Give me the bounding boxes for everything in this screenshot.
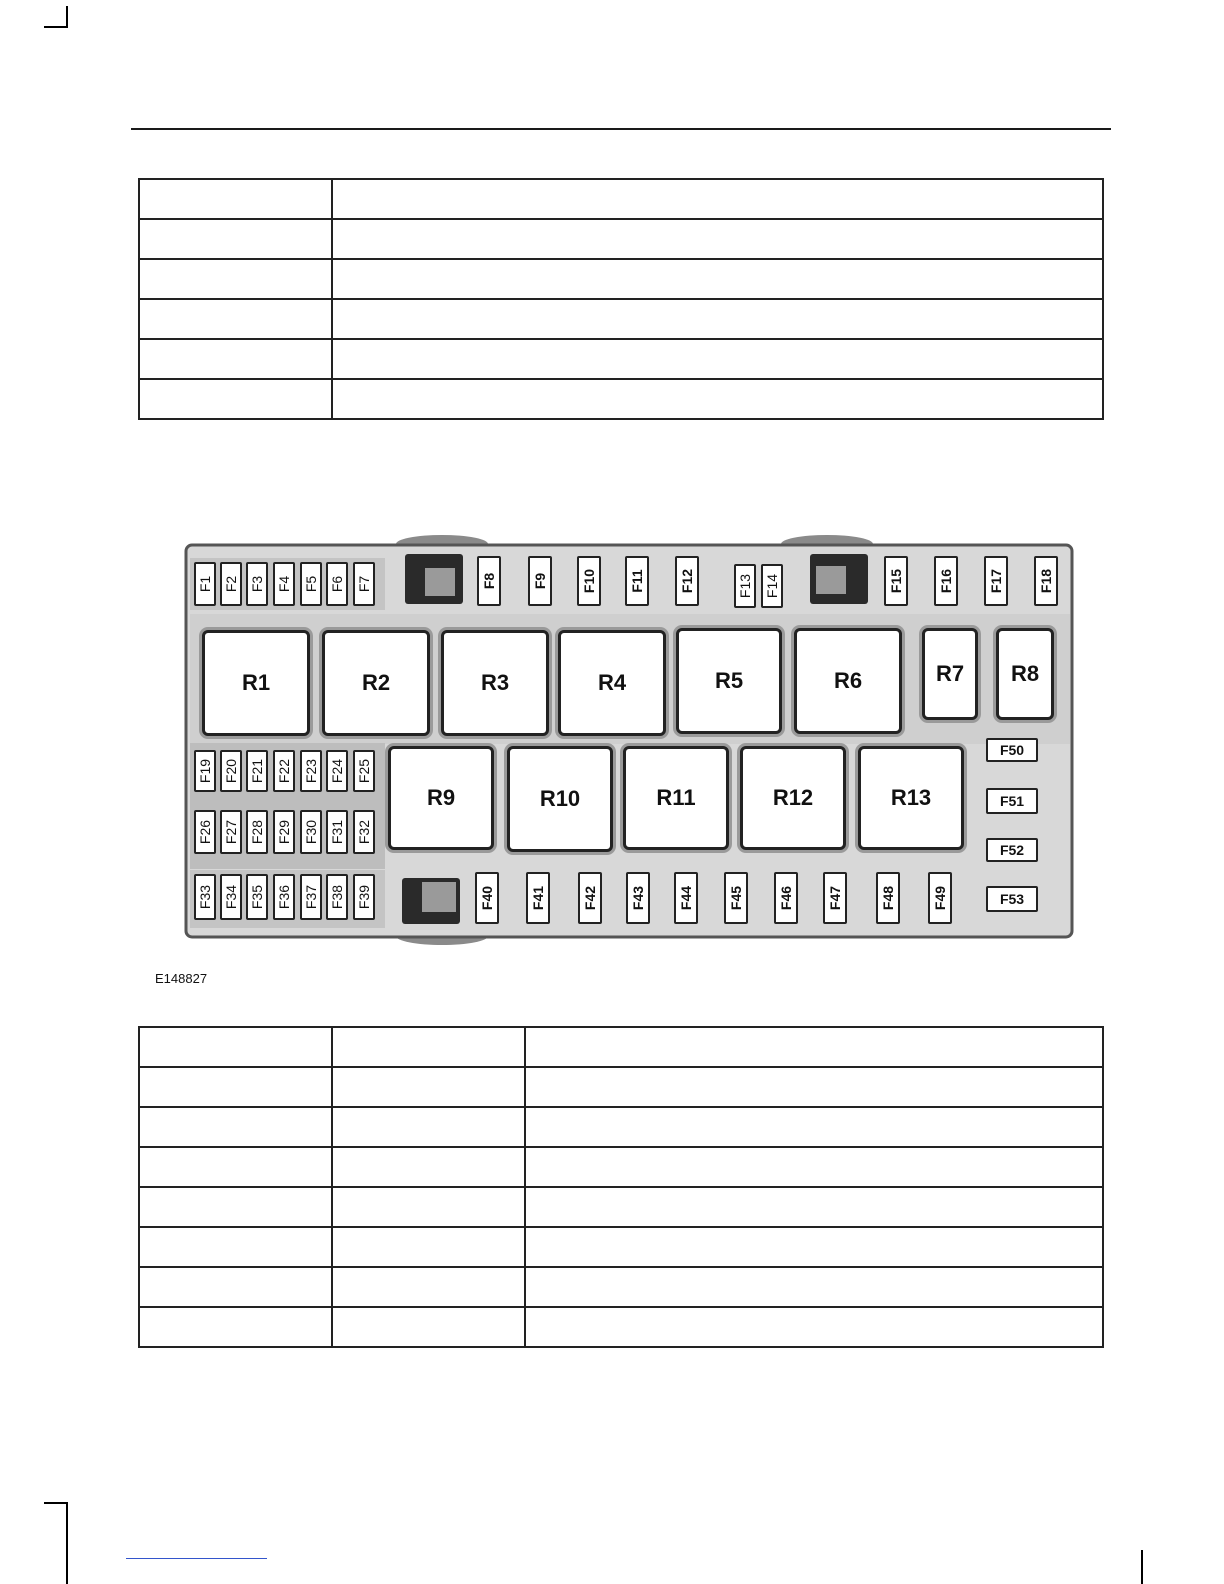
table-cell <box>525 1227 1103 1267</box>
table-cell <box>139 1027 332 1067</box>
table-row <box>139 1067 1103 1107</box>
fuse-f23 <box>300 750 322 792</box>
fuse-label: F12 <box>679 568 695 594</box>
table-cell <box>139 179 332 219</box>
footer-link-underline[interactable] <box>126 1558 267 1559</box>
fuse-label: F9 <box>532 572 548 590</box>
fuse-label: F7 <box>356 575 372 593</box>
fuse-f9 <box>528 556 552 606</box>
fuse-f39 <box>353 874 375 920</box>
relay-r11 <box>623 746 729 850</box>
fuse-f13 <box>734 564 756 608</box>
figure-id: E148827 <box>155 971 208 986</box>
fuse-label: F1 <box>197 575 213 593</box>
fuse-label: F28 <box>249 819 265 845</box>
fuse-label: F18 <box>1038 568 1054 594</box>
fuse-f2 <box>220 562 242 606</box>
table-cell <box>332 1107 525 1147</box>
crop-mark-top-left-h <box>44 26 68 28</box>
fuse-f27 <box>220 810 242 854</box>
table-row <box>139 1267 1103 1307</box>
relay-label: R10 <box>539 786 581 811</box>
fuse-f26 <box>194 810 216 854</box>
fuse-label: F17 <box>988 568 1004 594</box>
fuse-label: F2 <box>223 575 239 593</box>
fuse-f17 <box>984 556 1008 606</box>
fuse-f50 <box>986 738 1038 762</box>
fuse-f40 <box>475 872 499 924</box>
fuse-label: F48 <box>880 885 896 911</box>
relay-r7 <box>922 628 978 720</box>
fuse-f41 <box>526 872 550 924</box>
table-cell <box>139 1147 332 1187</box>
fuse-f10 <box>577 556 601 606</box>
fuse-label: F35 <box>249 884 265 910</box>
fuse-f44 <box>674 872 698 924</box>
fuse-label: F51 <box>999 793 1025 809</box>
fuse-f3 <box>246 562 268 606</box>
top-table <box>138 178 1104 420</box>
fuse-f36 <box>273 874 295 920</box>
table-row <box>139 259 1103 299</box>
fuse-label: F52 <box>999 842 1025 858</box>
table-cell <box>525 1147 1103 1187</box>
fuse-label: F4 <box>276 575 292 593</box>
fuse-label: F24 <box>329 758 345 784</box>
fuse-label: F36 <box>276 884 292 910</box>
fuse-label: F38 <box>329 884 345 910</box>
fuse-label: F40 <box>479 885 495 911</box>
table-cell <box>139 1227 332 1267</box>
table-cell <box>332 219 1103 259</box>
relay-label: R9 <box>426 785 456 810</box>
fuse-label: F29 <box>276 819 292 845</box>
fuse-label: F8 <box>481 572 497 590</box>
fuse-f24 <box>326 750 348 792</box>
table-cell <box>332 259 1103 299</box>
relay-r1 <box>202 630 310 736</box>
table-cell <box>332 1067 525 1107</box>
relay-label: R2 <box>361 670 391 695</box>
fuse-label: F37 <box>303 884 319 910</box>
relay-label: R11 <box>656 785 696 810</box>
fuse-label: F46 <box>778 885 794 911</box>
fuse-label: F5 <box>303 575 319 593</box>
fuse-f30 <box>300 810 322 854</box>
table-cell <box>525 1107 1103 1147</box>
fuse-f33 <box>194 874 216 920</box>
fuse-f7 <box>353 562 375 606</box>
relay-label: R3 <box>480 670 510 695</box>
relay-label: R4 <box>597 670 627 695</box>
fuse-label: F22 <box>276 758 292 784</box>
table-row <box>139 1307 1103 1347</box>
fuse-label: F47 <box>827 885 843 911</box>
table-cell <box>525 1267 1103 1307</box>
relay-label: R12 <box>772 785 814 810</box>
fuse-label: F13 <box>737 573 753 599</box>
fuse-f42 <box>578 872 602 924</box>
fuse-f11 <box>625 556 649 606</box>
table-cell <box>332 1267 525 1307</box>
fuse-label: F33 <box>197 884 213 910</box>
fuse-label: F32 <box>356 819 372 845</box>
fuse-f16 <box>934 556 958 606</box>
fuse-label: F15 <box>888 568 904 594</box>
table-cell <box>332 1307 525 1347</box>
fuse-f45 <box>724 872 748 924</box>
fuse-label: F45 <box>728 885 744 911</box>
table-cell <box>332 1147 525 1187</box>
relay-r8 <box>996 628 1054 720</box>
table-row <box>139 299 1103 339</box>
relay-label: R8 <box>1010 661 1040 686</box>
fuse-f32 <box>353 810 375 854</box>
fuse-f14 <box>761 564 783 608</box>
fuse-label: F41 <box>530 885 546 911</box>
relay-r13 <box>858 746 964 850</box>
fuse-label: F53 <box>999 891 1025 907</box>
relay-r2 <box>322 630 430 736</box>
crop-mark-bottom-left-h <box>44 1502 68 1504</box>
fuse-f6 <box>326 562 348 606</box>
fuse-label: F27 <box>223 819 239 845</box>
fuse-f20 <box>220 750 242 792</box>
relay-label: R5 <box>714 668 744 693</box>
fuse-label: F31 <box>329 819 345 845</box>
fuse-f49 <box>928 872 952 924</box>
table-row <box>139 379 1103 419</box>
crop-mark-top-left-v <box>66 6 68 28</box>
table-cell <box>332 1187 525 1227</box>
fuse-f38 <box>326 874 348 920</box>
relay-r3 <box>441 630 549 736</box>
relay-r10 <box>507 746 613 852</box>
relay-label: R7 <box>935 661 965 686</box>
fuse-label: F43 <box>630 885 646 911</box>
fuse-f51 <box>986 788 1038 814</box>
table-row <box>139 339 1103 379</box>
fuse-f47 <box>823 872 847 924</box>
fuse-f31 <box>326 810 348 854</box>
header-rule <box>131 128 1111 130</box>
fuse-f21 <box>246 750 268 792</box>
table-cell <box>525 1187 1103 1227</box>
crop-mark-bottom-left-v <box>66 1502 68 1584</box>
fuse-label: F6 <box>329 575 345 593</box>
table-cell <box>525 1067 1103 1107</box>
fuse-f46 <box>774 872 798 924</box>
fuse-label: F50 <box>999 742 1025 758</box>
fuse-f15 <box>884 556 908 606</box>
fuse-label: F14 <box>764 573 780 599</box>
relay-r12 <box>740 746 846 850</box>
fuse-f1 <box>194 562 216 606</box>
fuse-f4 <box>273 562 295 606</box>
fuse-label: F42 <box>582 885 598 911</box>
fuse-f19 <box>194 750 216 792</box>
fuse-f28 <box>246 810 268 854</box>
fuse-label: F3 <box>249 575 265 593</box>
table-cell <box>332 179 1103 219</box>
fuse-label: F39 <box>356 884 372 910</box>
fuse-f29 <box>273 810 295 854</box>
fuse-f25 <box>353 750 375 792</box>
table-row <box>139 1107 1103 1147</box>
fuse-f52 <box>986 838 1038 862</box>
fuse-f12 <box>675 556 699 606</box>
relay-r9 <box>388 746 494 850</box>
fuse-label: F10 <box>581 568 597 594</box>
crop-mark-bottom-right-v <box>1141 1550 1143 1584</box>
fuse-f5 <box>300 562 322 606</box>
relay-label: R13 <box>890 785 932 810</box>
table-cell <box>332 379 1103 419</box>
table-cell <box>139 1267 332 1307</box>
fuse-f37 <box>300 874 322 920</box>
relay-r5 <box>676 628 782 734</box>
fuse-f53 <box>986 886 1038 912</box>
fuse-f35 <box>246 874 268 920</box>
fuse-f8 <box>477 556 501 606</box>
table-cell <box>139 339 332 379</box>
table-cell <box>139 1187 332 1227</box>
table-cell <box>139 259 332 299</box>
table-row <box>139 1227 1103 1267</box>
fuse-label: F23 <box>303 758 319 784</box>
fuse-label: F30 <box>303 819 319 845</box>
fuse-f43 <box>626 872 650 924</box>
table-cell <box>139 299 332 339</box>
table-row <box>139 179 1103 219</box>
fuse-label: F21 <box>249 758 265 784</box>
fuse-label: F49 <box>932 885 948 911</box>
fuse-label: F16 <box>938 568 954 594</box>
table-row <box>139 219 1103 259</box>
fuse-label: F34 <box>223 884 239 910</box>
fuse-label: F25 <box>356 758 372 784</box>
fuse-label: F19 <box>197 758 213 784</box>
fuse-f22 <box>273 750 295 792</box>
fuse-f34 <box>220 874 242 920</box>
relay-r4 <box>558 630 666 736</box>
table-cell <box>139 1067 332 1107</box>
table-cell <box>332 299 1103 339</box>
table-cell <box>139 1107 332 1147</box>
table-cell <box>139 1307 332 1347</box>
fuse-label: F26 <box>197 819 213 845</box>
fuse-label: F11 <box>629 569 645 593</box>
table-cell <box>525 1307 1103 1347</box>
fuse-box-diagram <box>180 530 1080 950</box>
fuse-f18 <box>1034 556 1058 606</box>
bottom-table <box>138 1026 1104 1348</box>
table-cell <box>139 219 332 259</box>
table-cell <box>525 1027 1103 1067</box>
table-cell <box>332 1227 525 1267</box>
relay-label: R6 <box>833 668 863 693</box>
table-row <box>139 1147 1103 1187</box>
table-cell <box>139 379 332 419</box>
table-cell <box>332 339 1103 379</box>
table-cell <box>332 1027 525 1067</box>
table-row <box>139 1187 1103 1227</box>
fuse-f48 <box>876 872 900 924</box>
fuse-label: F44 <box>678 885 694 911</box>
table-row <box>139 1027 1103 1067</box>
relay-r6 <box>794 628 902 734</box>
fuse-label: F20 <box>223 758 239 784</box>
relay-label: R1 <box>241 670 271 695</box>
